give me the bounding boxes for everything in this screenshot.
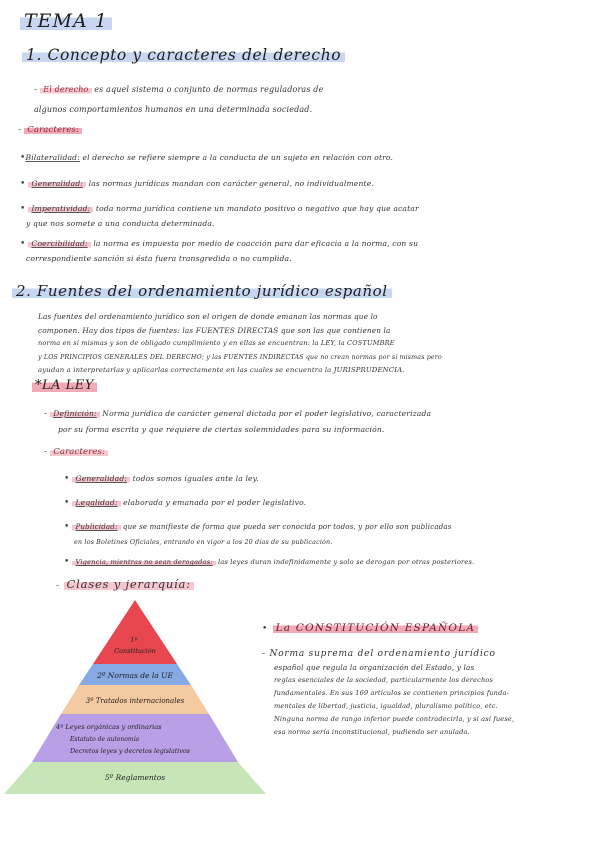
ley-caracter-publicidad: • Publicidad: que se manifieste de forma que pueda ser conocida por todos, y por ello son publicadas en los Boletines Oficiales, entrando en vigor a los 20 días de su publicación. bbox=[64, 522, 452, 546]
derecho-definition: - El derecho es aquel sistema o conjunto de normas reguladoras de algunos comportamientos humanos en una determinada sociedad. bbox=[34, 85, 324, 114]
caracteres-label-2: - Caracteres: bbox=[44, 446, 108, 460]
section-1-heading: 1. Concepto y caracteres del derecho bbox=[22, 46, 345, 64]
constitucion-text: - Norma suprema del ordenamiento jurídico español que regula la organización del Estado, y las reglas esenciales de la sociedad, particularmente los derechos fundamentales. En sus 169 artículos se contienen principios funda- mentales de libertad, justicia, igualdad, pluralismo político, etc. Ninguna norma de rango inferior puede contradecirla, y si así fuese, esa norma sería inconstitucional, pudiendo ser anulada. bbox=[262, 649, 515, 736]
pyramid-label-4: 4º Leyes orgánicas y ordinarias bbox=[56, 723, 162, 731]
la-ley-heading: *LA LEY bbox=[32, 378, 97, 393]
section-2-heading: 2. Fuentes del ordenamiento jurídico español bbox=[12, 282, 392, 300]
caracter-item-bilateralidad: •Bilateralidad: el derecho se refiere siempre a la conducta de un sujeto en relación con otro. bbox=[20, 153, 394, 163]
pyramid-label-1: 1º Constitución bbox=[114, 636, 156, 655]
caracter-item-generalidad: • Generalidad: las normas jurídicas mandan con carácter general, no individualmente. bbox=[20, 179, 374, 189]
pyramid-sub-1: Estatuto de autonomía bbox=[70, 736, 140, 743]
pyramid-label-3: 3º Tratados internacionales bbox=[85, 697, 185, 705]
clases-jerarquia-label: - Clases y jerarquía: bbox=[56, 577, 194, 591]
caracteres-label-1: - Caracteres: bbox=[18, 124, 82, 138]
fuentes-intro: Las fuentes del ordenamiento jurídico son el origen de donde emanan las normas que lo componen. Hay dos tipos de fuentes: las FUENTES DIRECTAS que son las que contienen la norma en sí mismas y son de obligado cumplimiento y en ellas se encuentran: la LEY, la COSTUMBRE y LOS PRINCIPIOS GENERALES DEL DERECHO; y las FUENTES INDIRECTAS que no crean normas por sí mismas pero ayudan a interpretarlas y aplicarlas correctamente en las cuales se encuentra la JURISPRUDENCIA. bbox=[38, 312, 442, 374]
pyramid-label-5: 5º Reglamentos bbox=[104, 773, 166, 782]
caracter-item-imperatividad: • Imperatividad: toda norma jurídica contiene un mandato positivo o negativo que hay que acatar y que nos somete a una conducta determinada. bbox=[20, 204, 419, 228]
pyramid-sub-2: Decretos leyes y decretos legislativos bbox=[70, 748, 190, 755]
jerarquia-pyramid bbox=[0, 596, 270, 800]
ley-caracter-legalidad: • Legalidad: elaborada y emanada por el poder legislativo. bbox=[64, 498, 307, 508]
constitucion-heading: • La CONSTITUCIÓN ESPAÑOLA bbox=[262, 622, 478, 634]
pyramid-label-2: 2º Normas de la UE bbox=[97, 671, 173, 680]
ley-definicion: - Definición: Norma jurídica de carácter general dictada por el poder legislativo, caracterizada por su forma escrita y que requiere de ciertas solemnidades para su información. bbox=[44, 409, 432, 434]
derecho-term: El derecho bbox=[40, 85, 91, 94]
ley-caracter-generalidad: • Generalidad: todos somos iguales ante la ley. bbox=[64, 474, 259, 484]
page-title: TEMA 1 bbox=[20, 10, 112, 32]
caracter-item-coercibilidad: • Coercibilidad: la norma es impuesta por medio de coacción para dar eficacia a la norma, con su correspondiente sanción si ésta fuera transgredida o no cumplida. bbox=[20, 239, 419, 263]
ley-caracter-vigencia: • Vigencia, mientras no sean derogadas: las leyes duran indefinidamente y solo se derogan por otras posteriores. bbox=[64, 557, 475, 567]
